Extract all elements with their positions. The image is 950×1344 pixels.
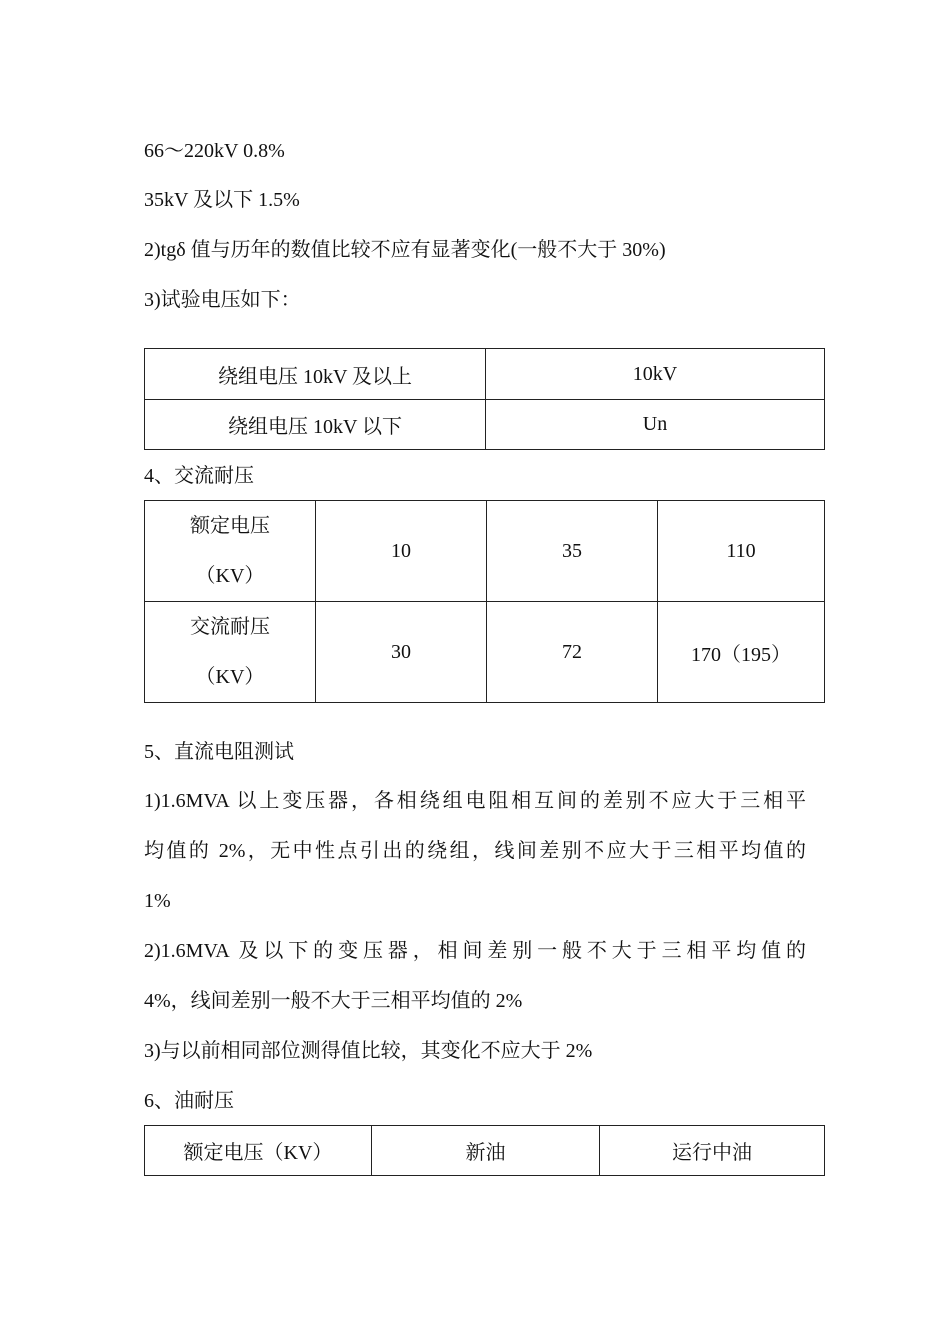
paragraph-line: 1)1.6MVA 以上变压器，各相绕组电阻相互间的差别不应大于三相平	[144, 790, 806, 812]
table-cell: Un	[486, 400, 825, 450]
table-cell: 35	[487, 501, 658, 602]
paragraph-line: 4%，线间差别一般不大于三相平均值的 2%	[144, 990, 523, 1012]
paragraph-line: 1%	[144, 890, 171, 912]
label-unit: （KV）	[195, 565, 265, 587]
table-cell: 72	[487, 602, 658, 703]
ac-withstand-table	[144, 500, 825, 703]
table-cell: 绕组电压 10kV 及以上	[145, 349, 486, 400]
table-cell: 额定电压（KV）	[145, 1126, 372, 1176]
oil-withstand-table	[144, 1125, 825, 1176]
table-cell: 新油	[372, 1126, 600, 1176]
table-cell: 10	[316, 501, 487, 602]
label-line: 交流耐压	[190, 616, 270, 638]
label-line: 额定电压	[190, 515, 270, 537]
paragraph-line: 3)与以前相同部位测得值比较，其变化不应大于 2%	[144, 1040, 593, 1062]
row-label	[145, 501, 316, 602]
text-line-4: 3)试验电压如下：	[144, 289, 301, 311]
table-cell: 运行中油	[600, 1126, 825, 1176]
text-line-1: 66～220kV 0.8%	[144, 140, 285, 162]
test-voltage-table	[144, 348, 825, 450]
table-cell: 10kV	[486, 349, 825, 400]
text-line-3: 2)tgδ 值与历年的数值比较不应有显著变化(一般不大于 30%)	[144, 239, 666, 261]
section-heading: 5、直流电阻测试	[144, 741, 294, 763]
text-line-2: 35kV 及以下 1.5%	[144, 189, 300, 211]
section-heading: 4、交流耐压	[144, 465, 254, 487]
table-cell: 30	[316, 602, 487, 703]
paragraph-line: 2)1.6MVA 及以下的变压器，相间差别一般不大于三相平均值的	[144, 940, 806, 962]
row-label	[145, 602, 316, 703]
label-unit: （KV）	[195, 666, 265, 688]
table-cell: 170（195）	[658, 602, 825, 703]
table-cell: 110	[658, 501, 825, 602]
table-cell: 绕组电压 10kV 以下	[145, 400, 486, 450]
section-heading: 6、油耐压	[144, 1090, 234, 1112]
paragraph-line: 均值的 2%，无中性点引出的绕组，线间差别不应大于三相平均值的	[144, 840, 806, 862]
